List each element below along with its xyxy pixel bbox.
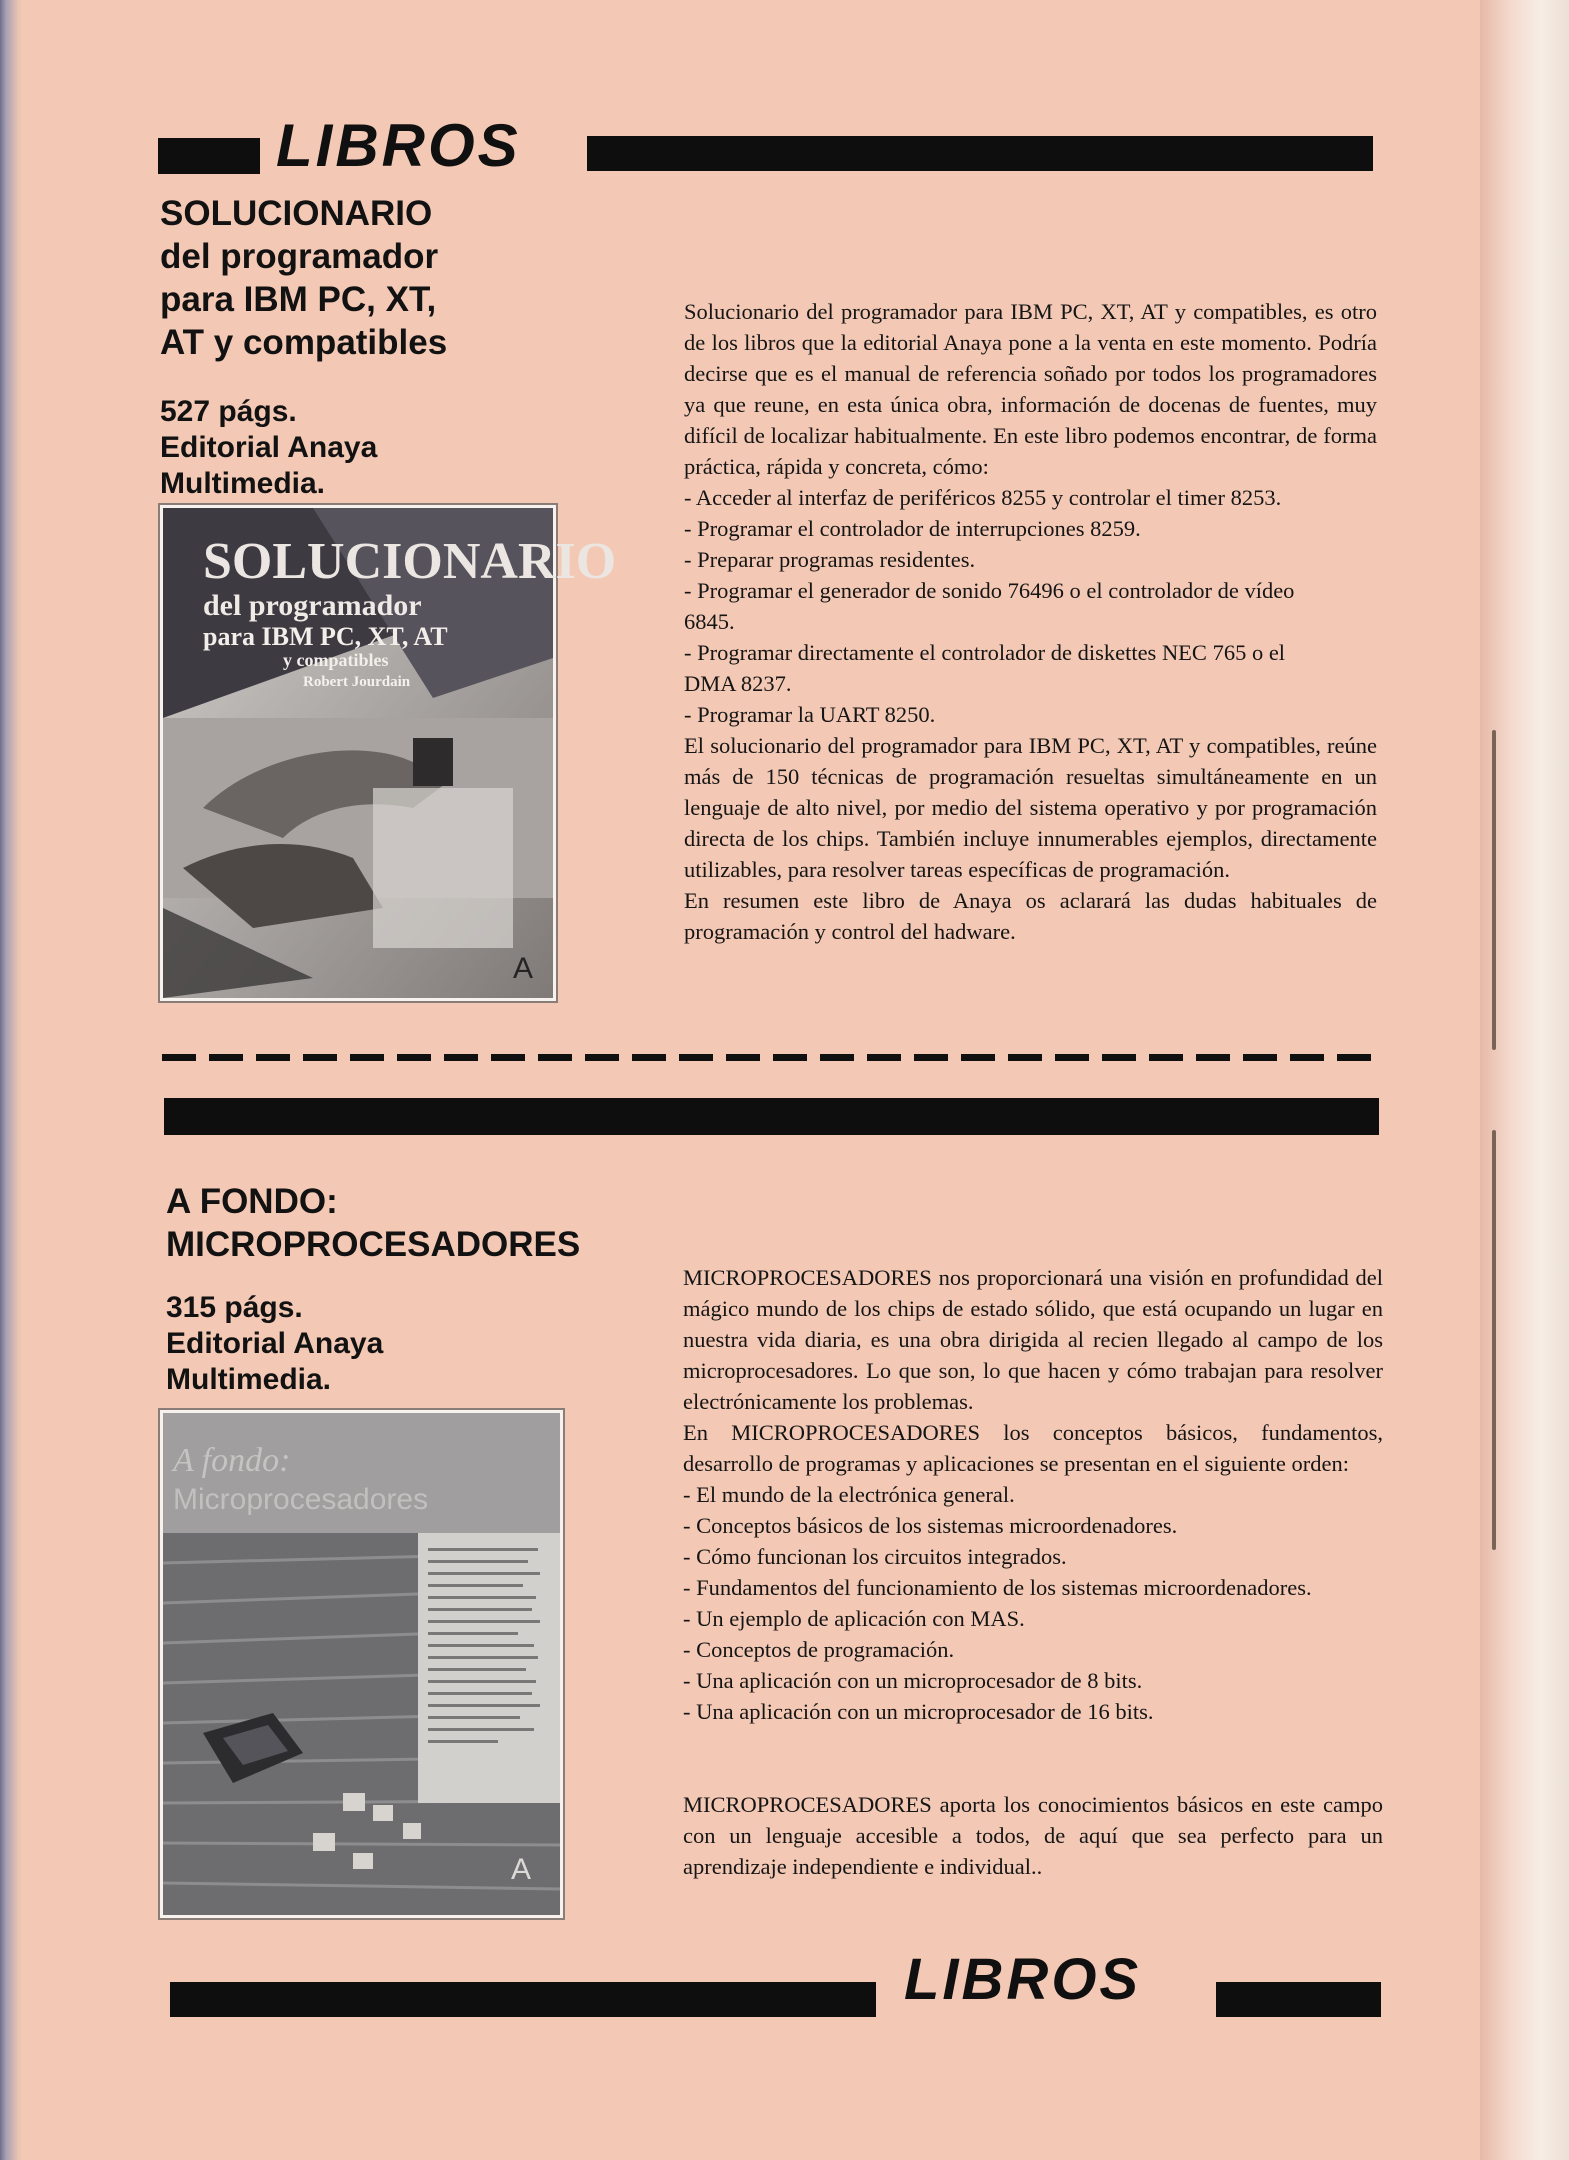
book2-pages: 315 págs.: [166, 1291, 303, 1324]
list-item: - El mundo de la electrónica general.: [683, 1482, 1015, 1507]
list-item: 6845.: [684, 609, 735, 634]
list-item: - Una aplicación con un microprocesador de 16 bits.: [683, 1699, 1154, 1724]
book1-cover-author: Robert Jourdain: [303, 674, 411, 690]
page-binding-shadow: [0, 0, 22, 2160]
list-item: - Cómo funcionan los circuitos integrados.: [683, 1544, 1067, 1569]
publisher-logo: A: [513, 952, 534, 985]
svg-text:Microprocesadores: Microprocesadores: [173, 1483, 429, 1516]
list-item: - Conceptos básicos de los sistemas microordenadores.: [683, 1513, 1178, 1538]
book1-intro: Solucionario del programador para IBM PC, XT, AT y compatibles, es otro de los libros que la editorial Anaya pone a la venta en este momento. Podría decirse que es el manual de referencia soñado por todos los programadores ya que reune, en esta única obra, información de docenas de fuentes, muy difícil de localizar habitualmente. En este libro podemos encontrar, de forma práctica, rápida y concreta, cómo:: [684, 299, 1377, 479]
page-fold-mark: [1492, 730, 1496, 1050]
list-item: - Programar el controlador de interrupciones 8259.: [684, 516, 1141, 541]
book1-meta: 527 págs. Editorial Anaya Multimedia.: [160, 395, 378, 500]
book2-description: [683, 1262, 1383, 1882]
list-item: - Programar el generador de sonido 76496 o el controlador de vídeo: [684, 578, 1295, 603]
book2-meta: 315 págs. Editorial Anaya Multimedia.: [166, 1291, 384, 1396]
list-item: - Acceder al interfaz de periféricos 8255 y controlar el timer 8253.: [684, 485, 1282, 510]
next-page-edge: [1480, 0, 1569, 2160]
publisher-logo: A: [511, 1853, 532, 1886]
list-item: - Preparar programas residentes.: [684, 547, 976, 572]
list-item: - Fundamentos del funcionamiento de los sistemas microordenadores.: [683, 1575, 1312, 1600]
list-item: - Programar directamente el controlador de diskettes NEC 765 o el: [684, 640, 1286, 665]
list-item: - Programar la UART 8250.: [684, 702, 936, 727]
list-item: - Conceptos de programación.: [683, 1637, 955, 1662]
book1-para-2: El solucionario del programador para IBM PC, XT, AT y compatibles, reúne más de 150 técnicas de programación resueltas simultáneamente en un lenguaje de alto nivel, por medio del sistema operativo y por programación directa de los chips. También incluye innumerables ejemplos, directamente utilizables, para resolver tareas específicas de programación.: [684, 733, 1377, 882]
page-fold-mark: [1492, 1130, 1496, 1550]
svg-text:para IBM PC, XT, AT: para IBM PC, XT, AT: [203, 622, 448, 651]
list-item: DMA 8237.: [684, 671, 792, 696]
book1-title: SOLUCIONARIO del programador para IBM PC, XT, AT y compatibles: [160, 194, 448, 362]
footer-bar-right: [1216, 1982, 1381, 2017]
section-bar: [164, 1098, 1379, 1135]
book1-pages: 527 págs.: [160, 395, 297, 428]
section-label-top: LIBROS: [276, 112, 521, 179]
book1-cover-illustration: [163, 508, 617, 998]
list-item: - Un ejemplo de aplicación con MAS.: [683, 1606, 1025, 1631]
book2-cover-title: A fondo:: [173, 1442, 291, 1479]
book1-cover-title: SOLUCIONARIO: [203, 533, 617, 590]
book1-description: [684, 296, 1377, 947]
book2-para-2: En MICROPROCESADORES los conceptos básicos, fundamentos, desarrollo de programas y aplicaciones se presentan en el siguiente orden:: [683, 1420, 1383, 1476]
list-item: - Una aplicación con un microprocesador de 8 bits.: [683, 1668, 1143, 1693]
dashed-divider: [162, 1054, 1380, 1061]
book2-cover-image: [160, 1410, 563, 1918]
footer-bar-left: [170, 1982, 876, 2017]
book2-cover-illustration: [163, 1413, 560, 1915]
book2-title: A FONDO: MICROPROCESADORES: [166, 1182, 581, 1264]
book2-para-3: MICROPROCESADORES aporta los conocimientos básicos en este campo con un lenguaje accesible a todos, de aquí que sea perfecto para un aprendizaje independiente e individual..: [683, 1792, 1383, 1879]
header-bar-left: [158, 138, 260, 174]
svg-text:y compatibles: y compatibles: [283, 650, 389, 670]
book1-cover-image: [160, 505, 617, 1001]
book2-intro: MICROPROCESADORES nos proporcionará una visión en profundidad del mágico mundo de los chips de estado sólido, que está ocupando un lugar en nuestra vida diaria, es una obra dirigida al recien llegado al campo de los microprocesadores. Lo que son, lo que hacen y cómo trabajan para resolver electrónicamente los problemas.: [683, 1265, 1383, 1414]
svg-text:del programador: del programador: [203, 589, 422, 622]
header-bar-right: [587, 136, 1373, 171]
book1-para-3: En resumen este libro de Anaya os aclarará las dudas habituales de programación y control del hadware.: [684, 888, 1377, 944]
section-label-bottom: LIBROS: [904, 1947, 1142, 2012]
